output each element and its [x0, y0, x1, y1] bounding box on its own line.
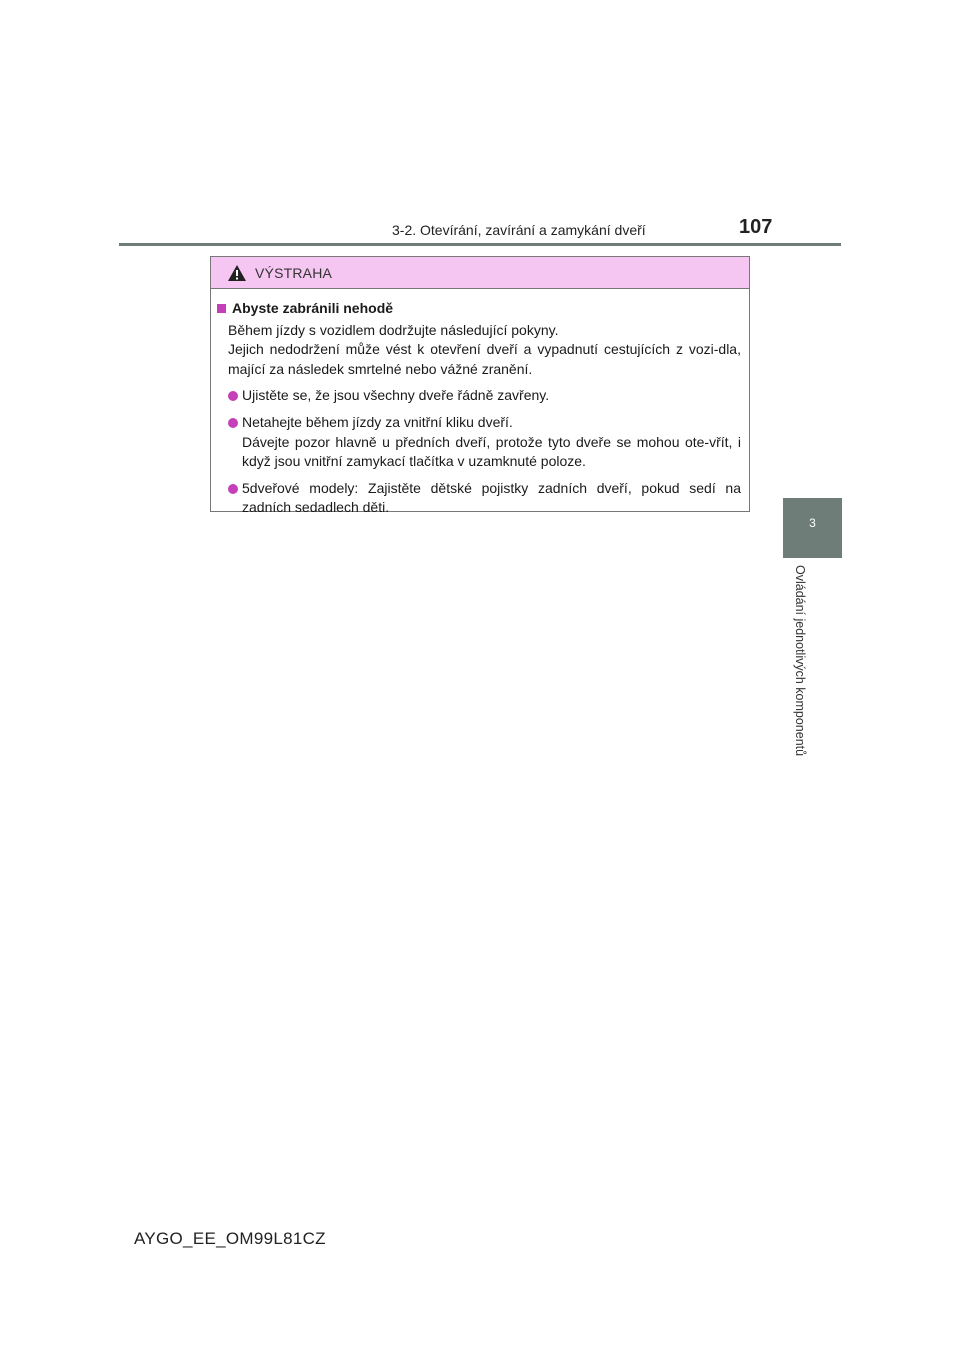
- page-number: 107: [739, 216, 773, 238]
- list-item-text: 5dveřové modely: Zajistěte dětské pojistky zadních dveří, pokud sedí na zadních sedadlech děti.: [242, 479, 741, 516]
- section-heading: [217, 299, 741, 319]
- round-bullet-icon: [228, 391, 238, 401]
- header-divider: [119, 243, 841, 246]
- section-header: 3-2. Otevírání, zavírání a zamykání dveří: [392, 222, 646, 238]
- round-bullet-icon: [228, 484, 238, 494]
- list-item-text: Dávejte pozor hlavně u předních dveří, protože tyto dveře se mohou ote-vřít, i když jsou vnitřní zamykací tlačítka v uzamknuté poloze.: [242, 433, 741, 470]
- list-item: [217, 479, 741, 518]
- warning-box: [210, 256, 750, 516]
- section-heading-text: Abyste zabránili nehodě: [232, 300, 394, 316]
- warning-label: VÝSTRAHA: [255, 264, 333, 281]
- list-item-text: Ujistěte se, že jsou všechny dveře řádně zavřeny.: [242, 387, 550, 404]
- intro-line: Jejich nedodržení může vést k otevření dveří a vypadnutí cestujících z vozi-dla, mající za následek smrtelné nebo vážné zranění.: [228, 341, 741, 377]
- chapter-title: Ovládání jednotlivých komponentů: [793, 565, 807, 757]
- warning-triangle-icon: [227, 264, 247, 282]
- warning-header: [211, 257, 749, 289]
- round-bullet-icon: [228, 418, 238, 428]
- intro-line: Během jízdy s vozidlem dodržujte následující pokyny.: [228, 321, 559, 338]
- square-bullet-icon: [217, 304, 226, 313]
- list-item-text: Netahejte během jízdy za vnitřní kliku dveří.: [242, 413, 513, 430]
- document-code: AYGO_EE_OM99L81CZ: [134, 1229, 326, 1248]
- list-item: [217, 413, 741, 472]
- chapter-tab: [783, 498, 842, 558]
- warning-body: [211, 289, 749, 518]
- list-item: [217, 386, 741, 406]
- intro-paragraph: [217, 321, 741, 380]
- chapter-number: 3: [809, 516, 816, 530]
